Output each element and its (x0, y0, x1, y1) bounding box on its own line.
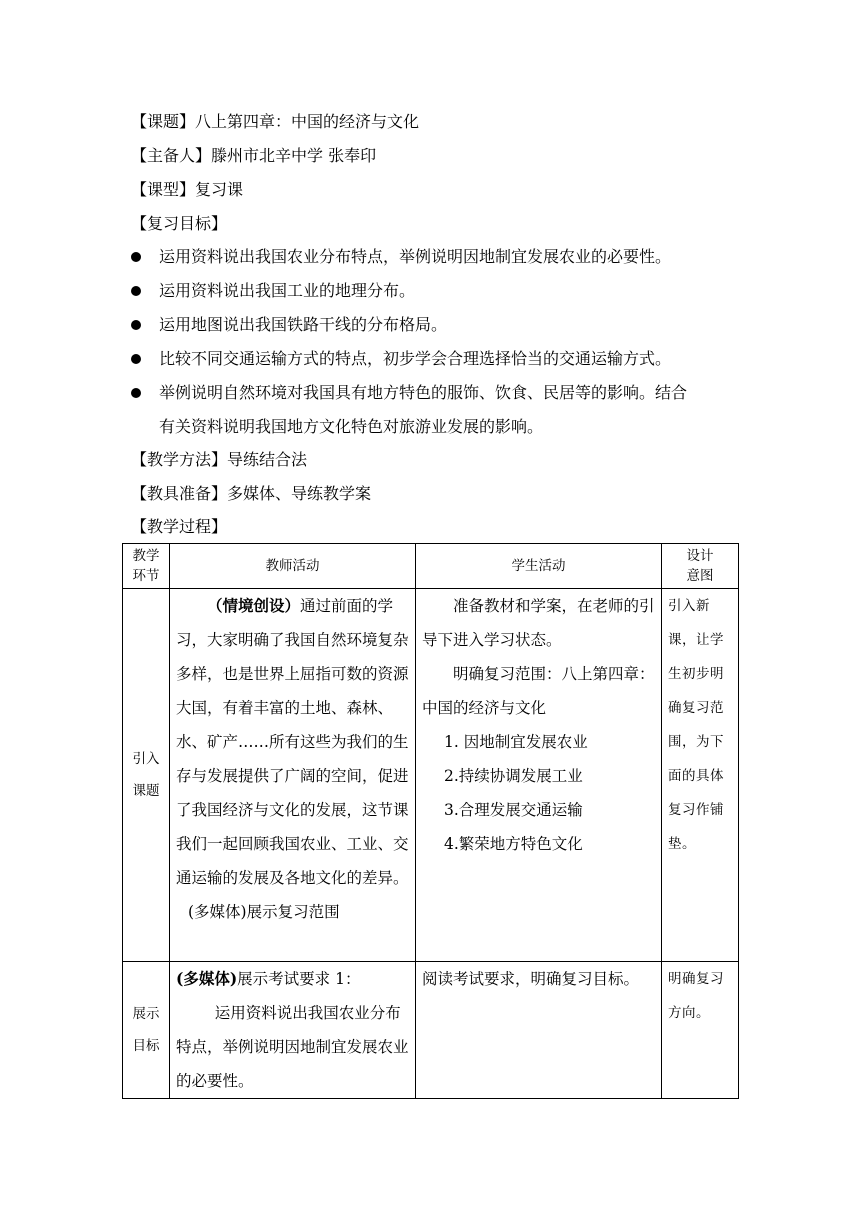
tools-line: 【教具准备】多媒体、导练教学案 (131, 484, 372, 503)
intent-cell: 明确复习方向。 (662, 962, 739, 1099)
lesson-process-table (122, 543, 739, 1099)
bullet-icon (131, 354, 141, 364)
goals-title: 【复习目标】 (131, 214, 228, 233)
header-stage: 教学 环节 (123, 544, 170, 589)
process-title: 【教学过程】 (131, 517, 228, 536)
intent-cell: 引入新课，让学生初步明确复习范围，为下面的具体复习作铺垫。 (662, 589, 739, 962)
stage-cell: 引入 课题 (123, 589, 170, 962)
topic-line: 【课题】八上第四章：中国的经济与文化 (131, 112, 420, 131)
lesson-type-line: 【课型】复习课 (131, 180, 244, 199)
document-page: 【课题】八上第四章：中国的经济与文化 【主备人】滕州市北辛中学 张奉印 【课型】复习课 【复习目标】 运用资料说出我国农业分布特点，举例说明因地制宜发展农业的必要性。 运用资料说出我国工业的地理分布。 运用地图说出我国铁路干线的分布格局。 比较不同交通运输方式的特点，初步学会合理选择恰当的交通运输方式。 举例说明自然环境对我国具有地方特色的服饰、饮食、民居等的影响。结合 有关资料说明我国地方文化特色对旅游业发展的影响。 【教学方法】导练结合法 【教具准备】多媒体、导练教学案 【教学过程】 教学 环节 教师活动 学生活动 设计 意图 引入 课题 （情境创设）通过前面的学习，大家明确了我国自然环境复杂多样，也是世界上屈指可数的资源大国，有着丰富的土地、森林、水、矿产……所有这些为我们的生存与发展提供了广阔的空间，促进了我国经济与文化的发展，这节课我们一起回顾我国农业、工业、交通运输的发展及各地文化的差异。 (多媒体)展示复习范围 准备教材和学案，在老师的引导下进入学习状态。 明确复习范围：八上第四章：中国的经济与文化 1. 因地制宜发展农业 2.持续协调发展工业 3.合理发展交通运输 4.繁荣地方特色文化 引入新课，让学生初步明确复习范围，为下面的具体复习作铺垫。 展示 目标 (多媒体)展示考试要求 1： 运用资料说出我国农业分布特点，举例说明因地制宜发展农业的必要性。 阅读考试要求，明确复习目标。 明确复习方向。 (0, 0, 860, 1216)
table-row (123, 589, 739, 962)
bullet-icon (131, 320, 141, 330)
teacher-cell: （情境创设）通过前面的学习，大家明确了我国自然环境复杂多样，也是世界上屈指可数的资源大国，有着丰富的土地、森林、水、矿产……所有这些为我们的生存与发展提供了广阔的空间，促进了我国经济与文化的发展，这节课我们一起回顾我国农业、工业、交通运输的发展及各地文化的差异。 (多媒体)展示复习范围 (170, 589, 416, 962)
bullet-icon (131, 286, 141, 296)
teacher-cell: (多媒体)展示考试要求 1： 运用资料说出我国农业分布特点，举例说明因地制宜发展农业的必要性。 (170, 962, 416, 1099)
method-line: 【教学方法】导练结合法 (131, 450, 308, 469)
header-student: 学生活动 (416, 544, 662, 589)
student-cell: 阅读考试要求，明确复习目标。 (416, 962, 662, 1099)
stage-cell: 展示 目标 (123, 962, 170, 1099)
header-teacher: 教师活动 (170, 544, 416, 589)
table-row (123, 962, 739, 1099)
table-header-row (123, 544, 739, 589)
bullet-icon (131, 252, 141, 262)
preparer-line: 【主备人】滕州市北辛中学 张奉印 (131, 146, 377, 165)
header-intent: 设计 意图 (662, 544, 739, 589)
student-cell: 准备教材和学案，在老师的引导下进入学习状态。 明确复习范围：八上第四章：中国的经济与文化 1. 因地制宜发展农业 2.持续协调发展工业 3.合理发展交通运输 4.繁荣地方特色文化 (416, 589, 662, 962)
bullet-icon (131, 388, 141, 398)
